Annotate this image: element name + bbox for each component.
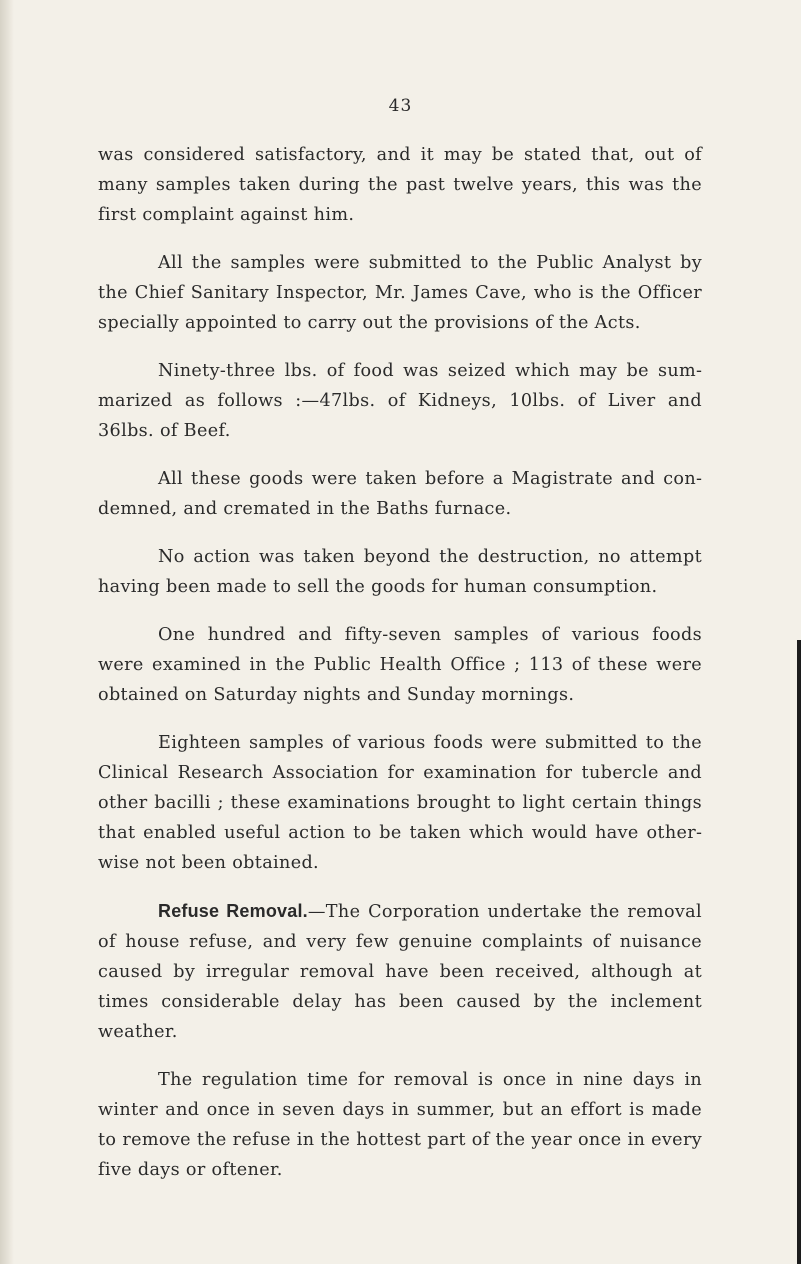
section-heading-refuse-removal: Refuse Removal. bbox=[158, 901, 308, 921]
paragraph-public-analyst: All the samples were submitted to the Public Analyst by the Chief Sanitary Inspector, Mr. James Cave, who is the Officer specially appointed to carry out the provisions of the Acts. bbox=[98, 253, 702, 333]
paragraph-no-action: No action was taken beyond the destruction, no attempt having been made to sell the goods for human consumption. bbox=[98, 547, 702, 597]
paragraph-refuse-removal bbox=[98, 896, 702, 1047]
page-left-edge-shadow bbox=[0, 0, 14, 1264]
paragraph-samples-examined: One hundred and fifty-seven samples of various foods were examined in the Public Health Office ; 113 of these were obtained on Saturday nights and Sunday mornings. bbox=[98, 625, 702, 705]
refuse-removal-text: —The Corporation undertake the removal of house refuse, and very few genuine complaints of nuisance caused by irregular removal have been received, although at times considerable delay has been caused by the inclement weather. bbox=[98, 902, 702, 1042]
paragraph-food-seized: Ninety-three lbs. of food was seized which may be summarized as follows :—47lbs. of Kidneys, 10lbs. of Liver and 36lbs. of Beef. bbox=[98, 361, 702, 441]
paragraph-goods-condemned: All these goods were taken before a Magistrate and condemned, and cremated in the Baths furnace. bbox=[98, 469, 702, 519]
document-body bbox=[98, 140, 702, 1203]
paragraph-regulation-time: The regulation time for removal is once in nine days in winter and once in seven days in summer, but an effort is made to remove the refuse in the hottest part of the year once in every five days or oftener. bbox=[98, 1070, 702, 1180]
paragraph-clinical-research: Eighteen samples of various foods were submitted to the Clinical Research Association for examination for tubercle and other bacilli ; these examinations brought to light certain things that enabled useful action to be taken which would have otherwise not been obtained. bbox=[98, 733, 702, 873]
page-number: 43 bbox=[388, 96, 413, 116]
page-right-edge-border bbox=[797, 640, 801, 1264]
paragraph-continuation: was considered satisfactory, and it may be stated that, out of many samples taken during the past twelve years, this was the first complaint against him. bbox=[98, 145, 702, 225]
